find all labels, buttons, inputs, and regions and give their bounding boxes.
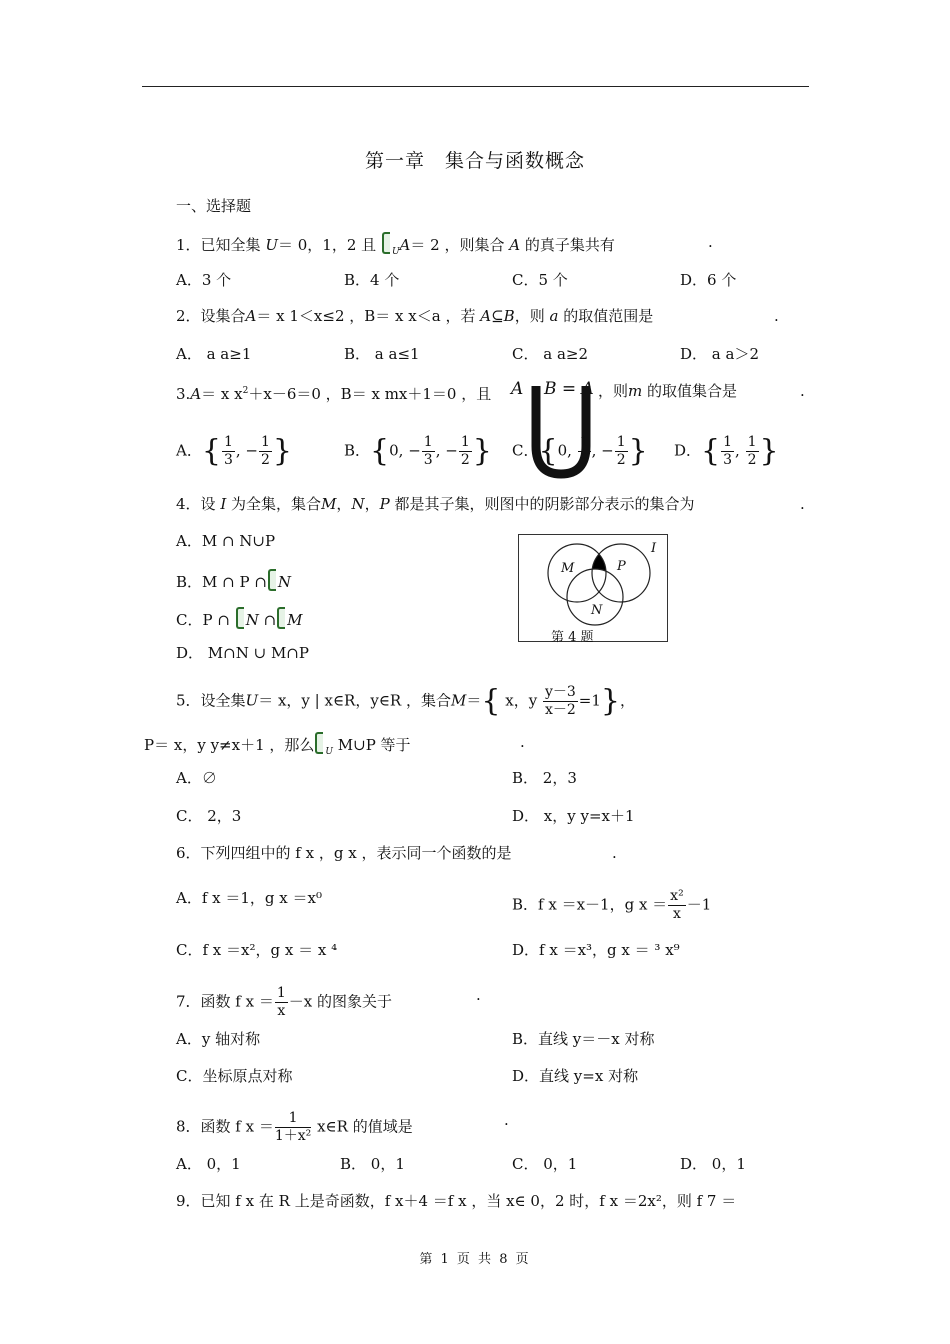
- q4-option-b: B．M ∩ P ∩ N: [176, 569, 291, 592]
- question-5-cont: P＝ x，y y≠x＋1 ，那么 $_U$ M∪P 等于: [144, 732, 411, 762]
- question-7: 7．函数 f x ＝ $\frac{1}{x}$ －x 的图象关于: [176, 985, 393, 1019]
- q4-option-d: D． M∩N ∪ M∩P: [176, 644, 309, 662]
- q6-option-a: A．f x ＝1，g x ＝x⁰: [176, 889, 322, 907]
- q5-option-a: A．∅: [176, 769, 217, 787]
- q2-option-a: A． a a≥1: [176, 345, 252, 363]
- q6-option-b: B．f x ＝x－1，g x ＝ $\frac{\text{x²}}{x}$ －1: [512, 888, 712, 922]
- q3-option-c: C．{0, $\frac{1}{3}$ , − $\frac{1}{2}$ }: [512, 433, 648, 469]
- q8-option-c: C． 0，1: [512, 1155, 578, 1173]
- venn-label-i: I: [651, 541, 657, 556]
- venn-label-m: M: [561, 561, 575, 576]
- q3-condition-eq: B = A: [544, 379, 594, 399]
- q7-option-a: A．y 轴对称: [176, 1030, 261, 1048]
- q3-option-d: D．{ $\frac{1}{3}$ , $\frac{1}{2}$ }: [674, 433, 779, 469]
- venn-label-n: N: [591, 603, 603, 618]
- complement-icon: [315, 732, 323, 754]
- figure-caption: 第 4 题: [551, 630, 594, 645]
- venn-svg: [519, 535, 667, 641]
- q6-option-d: D．f x ＝x³，g x ＝ ³ x⁹: [512, 941, 680, 959]
- question-6: 6．下列四组中的 f x ，g x ，表示同一个函数的是: [176, 844, 512, 862]
- page-footer: 第 1 页 共 8 页: [419, 1252, 531, 1267]
- question-3: 3.A＝ x $x^2+x-6=0$ ，B＝ x mx＋1＝0 ，且: [176, 385, 492, 403]
- question-4: 4．设 I 为全集，集合M，N，P 都是其子集，则图中的阴影部分表示的集合为: [176, 495, 695, 513]
- venn-diagram: [518, 534, 668, 642]
- q2-option-d: D． a a＞2: [680, 345, 759, 363]
- q7-option-d: D．直线 y=x 对称: [512, 1067, 639, 1085]
- question-8: 8．函数 f x ＝ $\frac{1}{\text{1＋x²}}$ x∈R 的值域是: [176, 1110, 413, 1144]
- q8-option-b: B． 0，1: [340, 1155, 405, 1173]
- q3-option-a: A．{ $\frac{1}{3}$ , − $\frac{1}{2}$ }: [176, 433, 292, 469]
- complement-icon: [277, 607, 285, 629]
- complement-icon: [236, 607, 244, 629]
- q6-option-c: C．f x ＝x²，g x ＝ x ⁴: [176, 941, 338, 959]
- question-5: 5．设全集U＝ x，y | x∈R，y∈R ，集合M＝{ x，y $\frac{y-3}{x-2}$ =1}，: [176, 683, 636, 719]
- q1-option-a: A．3 个: [176, 271, 232, 289]
- chapter-title: 第一章 集合与函数概念: [364, 150, 585, 172]
- q5-option-b: B． 2，3: [512, 769, 577, 787]
- q2-option-c: C． a a≥2: [512, 345, 589, 363]
- q4-option-c: C．P ∩ N ∩ M: [176, 607, 303, 630]
- question-9: 9．已知 f x 在 R 上是奇函数，f x＋4 ＝f x ，当 x∈ 0，2 时，f x ＝2x²，则 f 7 ＝: [176, 1192, 737, 1210]
- section-heading: 一、选择题: [176, 197, 252, 215]
- question-1: 1．已知全集 U＝ 0，1，2 且 $_U$A＝ 2 ，则集合 A 的真子集共有: [176, 232, 615, 262]
- q5-option-d: D． x，y y=x＋1: [512, 807, 635, 825]
- q8-option-a: A． 0，1: [176, 1155, 241, 1173]
- q4-option-a: A．M ∩ N∪P: [176, 532, 276, 550]
- question-2: 2．设集合A＝ x 1＜x≤2 ，B＝ x x＜a ，若 A⊆B，则 a 的取值范围是: [176, 307, 654, 325]
- q1-option-d: D．6 个: [680, 271, 737, 289]
- q3-option-b: B．{0, − $\frac{1}{3}$ , − $\frac{1}{2}$ }: [344, 433, 492, 469]
- q5-option-c: C． 2，3: [176, 807, 242, 825]
- q7-option-c: C．坐标原点对称: [176, 1067, 293, 1085]
- q8-option-d: D． 0，1: [680, 1155, 746, 1173]
- header-rule: [142, 86, 809, 87]
- complement-icon: [382, 232, 390, 254]
- q2-option-b: B． a a≤1: [344, 345, 420, 363]
- q1-option-b: B．4 个: [344, 271, 400, 289]
- q7-option-b: B．直线 y＝－x 对称: [512, 1030, 655, 1048]
- q1-option-c: C．5 个: [512, 271, 568, 289]
- q3-condition: A: [511, 379, 524, 399]
- venn-label-p: P: [617, 559, 626, 574]
- complement-icon: [268, 569, 276, 591]
